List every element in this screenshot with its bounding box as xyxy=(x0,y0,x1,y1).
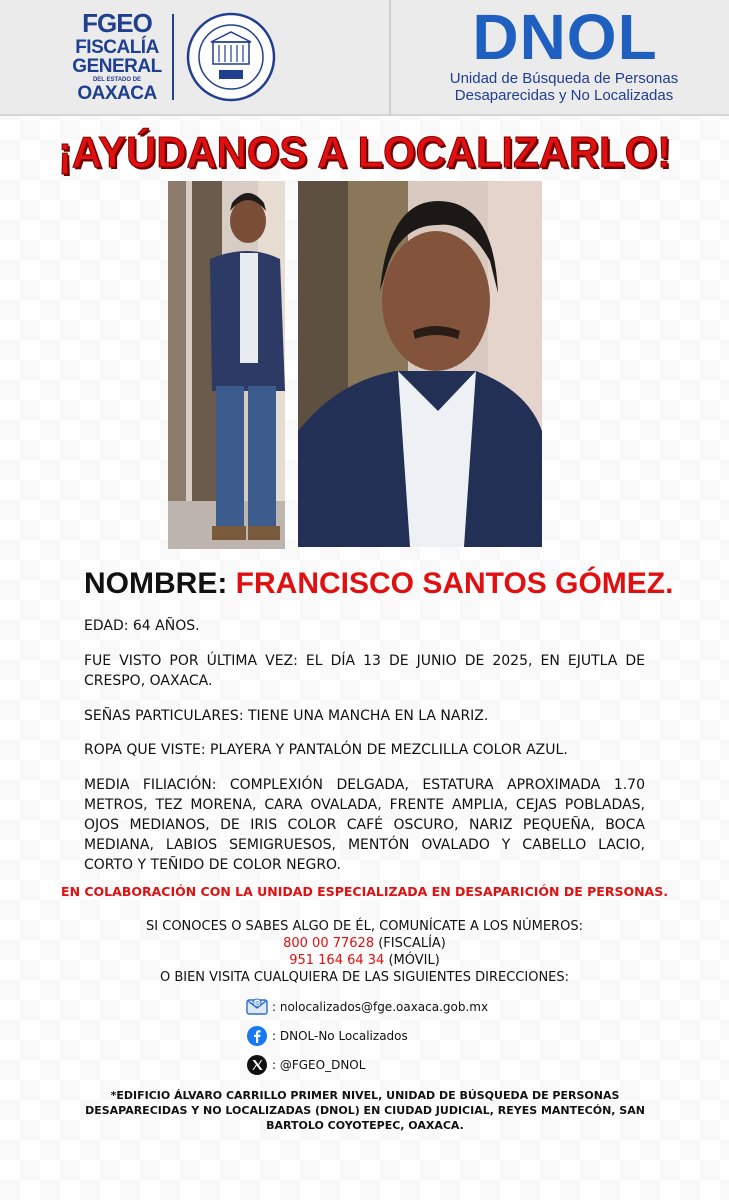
person-name-row xyxy=(84,566,704,602)
phone-fiscalia-row xyxy=(0,935,729,952)
portrait-photo-image xyxy=(298,181,542,547)
dnol-subtitle xyxy=(414,70,714,104)
dnol-subtitle-line2: Desaparecidas y No Localizadas xyxy=(454,87,674,104)
fgeo-logo-text: FGEO xyxy=(82,8,152,38)
name-label: NOMBRE: xyxy=(84,567,228,600)
phone-movil[interactable]: 951 164 64 34 xyxy=(289,953,385,968)
distinguishing-marks: SEÑAS PARTICULARES: TIENE UNA MANCHA EN LA NARIZ. xyxy=(84,708,489,724)
dnol-subtitle-line1: Unidad de Búsqueda de Personas xyxy=(449,70,679,87)
person-name: FRANCISCO SANTOS GÓMEZ. xyxy=(235,567,674,600)
x-twitter-icon xyxy=(246,1054,268,1076)
header-divider xyxy=(389,0,391,116)
phone-fiscalia[interactable]: 800 00 77628 xyxy=(283,936,375,951)
headline: ¡AYÚDANOS A LOCALIZARLO! xyxy=(57,128,672,177)
fgeo-oaxaca: OAXACA xyxy=(77,83,157,104)
fgeo-logo-block xyxy=(72,8,162,106)
email-icon xyxy=(246,996,268,1018)
state-seal-icon xyxy=(186,12,276,102)
facebook-icon xyxy=(246,1025,268,1047)
clothing-info: ROPA QUE VISTE: PLAYERA Y PANTALÓN DE MEZCLILLA COLOR AZUL. xyxy=(84,742,568,758)
email-row[interactable] xyxy=(246,996,488,1018)
twitter-row[interactable] xyxy=(246,1054,365,1076)
dnol-logo-text: DNOL xyxy=(472,1,658,73)
phone-movil-label: (MÓVIL) xyxy=(388,953,440,968)
fgeo-general: GENERAL xyxy=(72,56,162,77)
phone-fiscalia-label: (FISCALÍA) xyxy=(378,936,446,951)
age-info: EDAD: 64 AÑOS. xyxy=(84,618,200,634)
portrait-photo xyxy=(298,181,542,547)
physical-description: MEDIA FILIACIÓN: COMPLEXIÓN DELGADA, ESTATURA APROXIMADA 1.70 METROS, TEZ MORENA, CARA OVALADA, FRENTE AMPLIA, CEJAS POBLADAS, OJOS MEDIANOS, DE IRIS COLOR CAFÉ OSCURO, NARIZ PEQUEÑA, BOCA MEDIANA, LABIOS SEMIGRUESOS, MENTÓN OVALADO Y CABELLO LACIO, CORTO Y TEÑIDO DE COLOR NEGRO. xyxy=(84,777,645,873)
facebook-row[interactable] xyxy=(246,1025,408,1047)
contact-intro: SI CONOCES O SABES ALGO DE ÉL, COMUNÍCATE A LOS NÚMEROS: xyxy=(146,919,583,934)
svg-text:@: @ xyxy=(254,1000,260,1008)
phone-movil-row xyxy=(0,952,729,969)
fgeo-fiscalia: FISCALÍA xyxy=(75,37,159,58)
contact-block xyxy=(0,918,729,986)
last-seen-info: FUE VISTO POR ÚLTIMA VEZ: EL DÍA 13 DE JUNIO DE 2025, EN EJUTLA DE CRESPO, OAXACA. xyxy=(84,653,645,689)
full-body-photo xyxy=(168,181,285,549)
visit-text: O BIEN VISITA CUALQUIERA DE LAS SIGUIENTES DIRECCIONES: xyxy=(159,970,570,985)
fgeo-del-estado: DEL ESTADO DE xyxy=(92,77,142,83)
header-banner xyxy=(0,0,729,116)
full-body-photo-image xyxy=(168,181,285,549)
collaboration-note: EN COLABORACIÓN CON LA UNIDAD ESPECIALIZADA EN DESAPARICIÓN DE PERSONAS. xyxy=(61,884,668,899)
facebook-page[interactable]: : DNOL-No Localizados xyxy=(272,1029,408,1043)
twitter-handle[interactable]: : @FGEO_DNOL xyxy=(272,1058,366,1072)
logo-separator xyxy=(172,14,174,100)
email-address[interactable]: : nolocalizados@fge.oaxaca.gob.mx xyxy=(272,1000,489,1014)
address-note: *EDIFICIO ÁLVARO CARRILLO PRIMER NIVEL, UNIDAD DE BÚSQUEDA DE PERSONAS DESAPARECIDAS Y NO LOCALIZADAS (DNOL) EN CIUDAD JUDICIAL, REYES MANTECÓN, SAN BARTOLO COYOTEPEC, OAXACA. xyxy=(85,1089,645,1132)
